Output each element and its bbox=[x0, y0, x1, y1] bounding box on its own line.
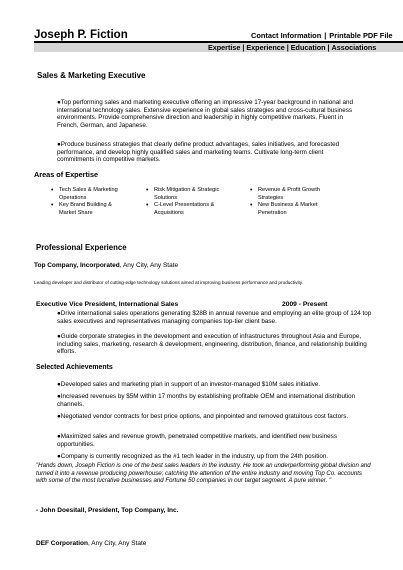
achievement-item: ●Developed sales and marketing plan in support of an investor-managed $10M sales initiative. bbox=[57, 381, 321, 388]
nav-education[interactable]: Education bbox=[290, 43, 326, 52]
expertise-item: • Risk Mitigation & Strategic Solutions bbox=[146, 187, 219, 202]
testimonial-author: - John Doesitall, President, Top Company, Inc. bbox=[36, 507, 179, 514]
company-2 bbox=[36, 540, 146, 547]
summary-paragraph-2: ●Produce business strategies that clearly define product advantages, sales initiatives, and forecasted performance, and develop highly qualified sales and marketing teams. Cultivate long-term client commitments in competitive markets. bbox=[57, 141, 340, 164]
expertise-item: • Tech Sales & Marketing Operations bbox=[51, 187, 118, 202]
achievement-item: ●Increased revenues by $5M within 17 months by establishing profitable OEM and international distribution channels. bbox=[57, 393, 356, 408]
company-1 bbox=[34, 262, 178, 269]
achievement-item: ●Company is currently recognized as the #1 tech leader in the industry, up from the 24th position. bbox=[57, 453, 329, 460]
candidate-name: Joseph P. Fiction bbox=[34, 29, 128, 41]
achievement-item: ●Maximized sales and revenue growth, penetrated competitive markets, and identified new business opportunities. bbox=[57, 433, 337, 448]
expertise-column-1 bbox=[51, 187, 118, 217]
nav-expertise[interactable]: Expertise bbox=[208, 43, 241, 52]
expertise-item: • New Business & Market Penetration bbox=[250, 202, 320, 217]
company-1-location: , Any City, Any State bbox=[119, 262, 179, 269]
company-2-location: , Any City, Any State bbox=[88, 540, 147, 547]
company-tagline: Leading developer and distributor of cutting-edge technology solutions aimed at improving business performance and productivity. bbox=[34, 280, 304, 285]
expertise-item: • Revenue & Profit Growth Strategies bbox=[250, 187, 320, 202]
summary-paragraph-1: ●Top performing sales and marketing executive offering an impressive 17-year background in national and international technology sales. Extensive experience in global sales strategies and cross-cultural business environments. Provide comprehensive direction and leadership in highly competitive markets. Fluent in French, German, and Japanese. bbox=[57, 99, 353, 130]
role-title: Executive Vice President, International Sales bbox=[36, 301, 179, 308]
section-nav: Expertise | Experience | Education | Associations bbox=[208, 43, 377, 52]
selected-achievements-heading: Selected Achievements bbox=[36, 364, 113, 371]
testimonial-quote: "Hands down, Joseph Fiction is one of the best sales leaders in the industry. He took an underperforming global division and turned it into a revenue producing powerhouse; catching the attention of the entire industry and moving Top Co. accounts with some of the most lucrative businesses and Fortune 50 companies in our target segment. A pure winner. " bbox=[36, 462, 371, 485]
duty-item: ●Drive international sales operations generating $28B in annual revenue and employing an elite group of 124 top sales executives and representatives managing companies top-tier client base. bbox=[57, 310, 372, 325]
company-2-name: DEF Corporation bbox=[36, 540, 88, 547]
professional-experience-heading: Professional Experience bbox=[36, 243, 127, 252]
expertise-item: • Key Brand Building & Market Share bbox=[51, 202, 118, 217]
company-1-name: Top Company, Incorporated bbox=[34, 262, 120, 269]
areas-of-expertise-heading: Areas of Expertise bbox=[34, 170, 99, 179]
nav-experience[interactable]: Experience bbox=[246, 43, 285, 52]
achievement-item: ●Negotiated vendor contracts for best price options, and pinpointed and removed gratuitous cost factors. bbox=[57, 413, 349, 420]
job-title: Sales & Marketing Executive bbox=[37, 71, 146, 80]
expertise-column-3 bbox=[250, 187, 320, 217]
nav-associations[interactable]: Associations bbox=[331, 43, 377, 52]
duty-item: ●Guide corporate strategies in the development and execution of infrastructures throughout Asia and Europe, including sales, marketing, research & development, engineering, distribution, finance, and relationship building efforts. bbox=[57, 333, 367, 356]
contact-information-link[interactable]: Contact Information bbox=[251, 31, 322, 40]
expertise-column-2 bbox=[146, 187, 219, 217]
role-dates: 2009 - Present bbox=[282, 301, 328, 308]
printable-pdf-link[interactable]: Printable PDF File bbox=[329, 31, 393, 40]
expertise-item: • C-Level Presentations & Acquisitions bbox=[146, 202, 219, 217]
header-links: Contact Information | Printable PDF File bbox=[251, 31, 393, 40]
